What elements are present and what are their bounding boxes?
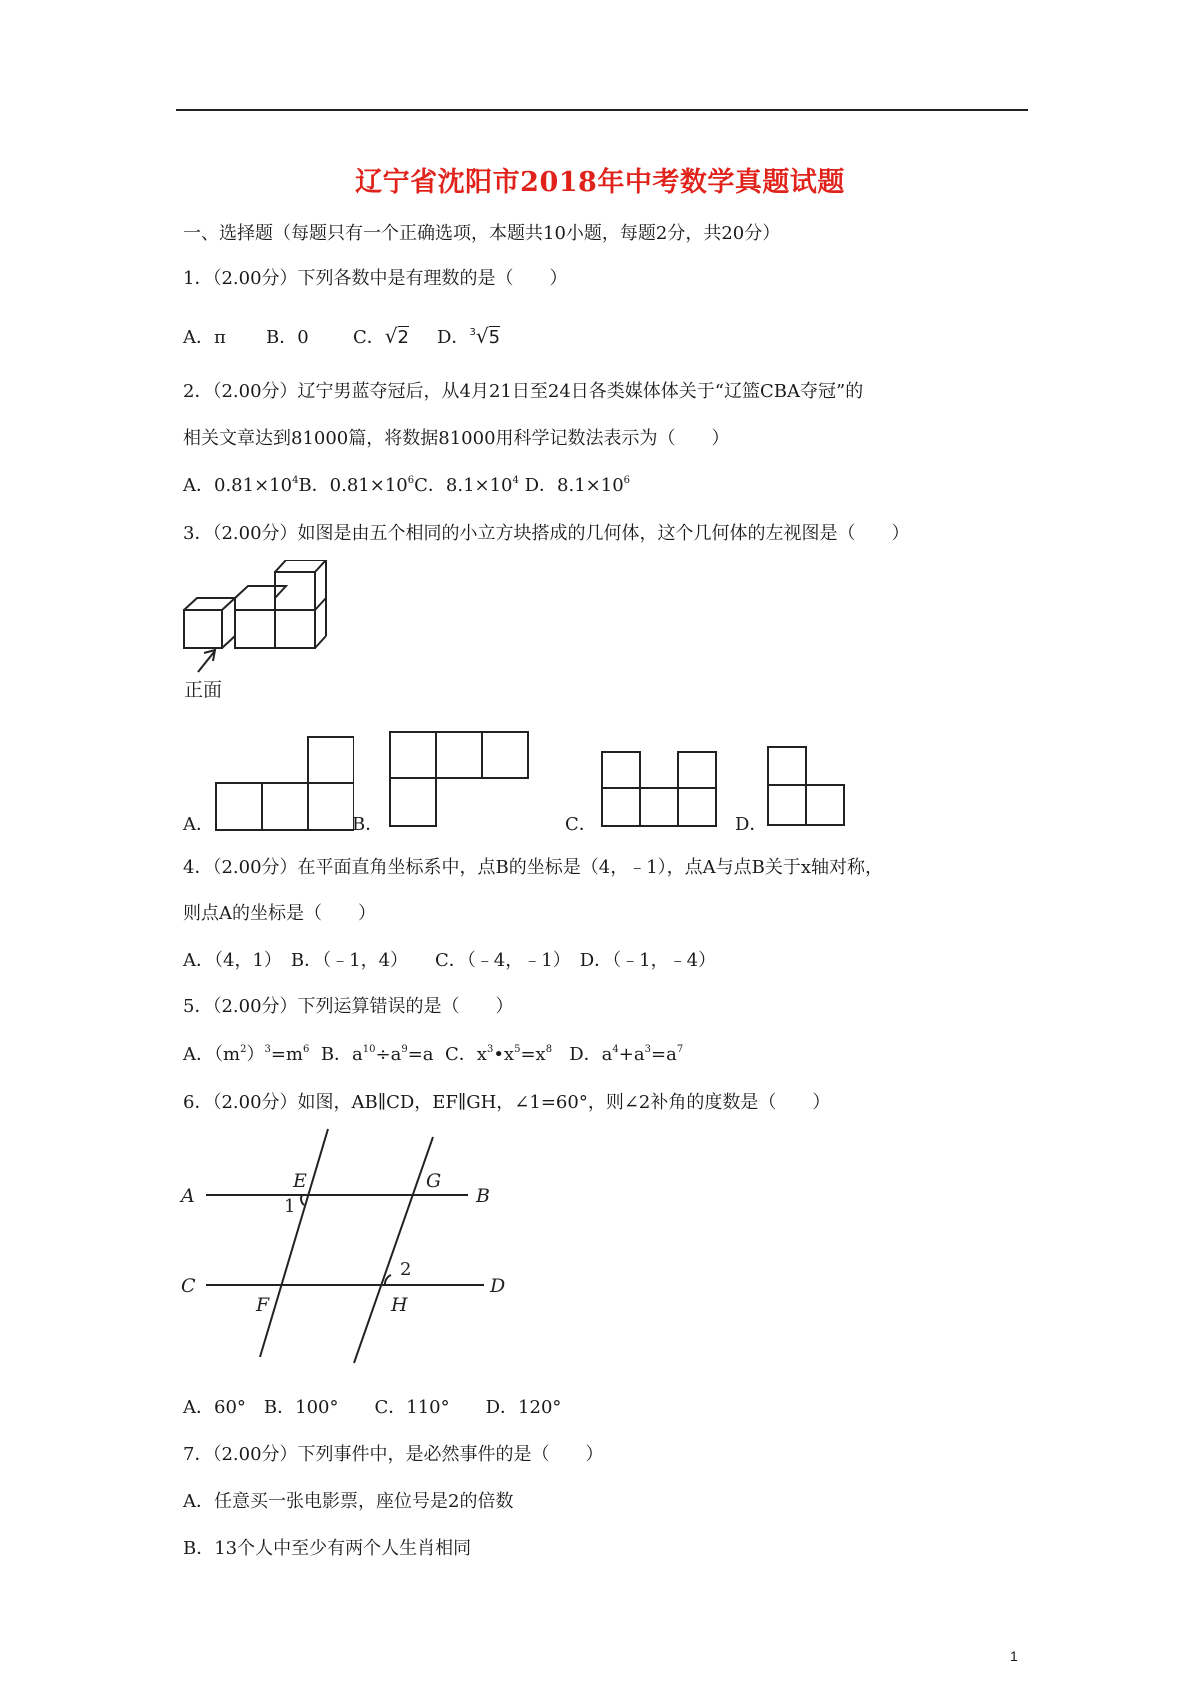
q7-option-a: A．任意买一张电影票，座位号是2的倍数 bbox=[183, 1491, 514, 1512]
q2-stem-line2: 相关文章达到81000篇，将数据81000用科学记数法表示为（ ） bbox=[183, 428, 730, 449]
label-d: D bbox=[490, 1275, 506, 1297]
label-g: G bbox=[426, 1170, 442, 1192]
q6-options: A．60° B．100° C．110° D．120° bbox=[183, 1397, 562, 1418]
q5-options: A．$(m^2)^3=m^6$ B．$a^{10}\div a^9=a$ C．$x^3•x^5=x^8$ D．$a^4+a^3=a^7$ bbox=[183, 1044, 684, 1065]
q3-option-c-label: C． bbox=[565, 814, 597, 835]
q2-stem-line1: 2．（2.00分）辽宁男蓝夺冠后，从4月21日至24日各类媒体体关于“辽篮CBA夺冠”的 bbox=[183, 381, 864, 402]
header-rule bbox=[176, 109, 1028, 111]
sqrt-sign: √ bbox=[384, 324, 398, 348]
q3-option-a-figure bbox=[214, 735, 354, 833]
line-gh bbox=[354, 1137, 433, 1363]
q3-option-d-label: D． bbox=[735, 814, 768, 835]
q3-option-b-label: B． bbox=[352, 814, 384, 835]
q3-option-a-label: A． bbox=[183, 814, 214, 835]
q3-stem: 3．（2.00分）如图是由五个相同的小立方块搭成的几何体，这个几何体的左视图是（ ） bbox=[183, 523, 910, 544]
q3-option-b-figure bbox=[388, 730, 532, 830]
q3-option-d-figure bbox=[766, 745, 848, 828]
label-f: F bbox=[256, 1294, 270, 1316]
label-a: A bbox=[181, 1185, 195, 1207]
q6-parallel-lines-figure bbox=[178, 1125, 518, 1365]
q1-stem: 1．（2.00分）下列各数中是有理数的是（ ） bbox=[183, 268, 568, 289]
q7-stem: 7．（2.00分）下列事件中，是必然事件的是（ ） bbox=[183, 1444, 604, 1465]
label-angle-1: 1 bbox=[284, 1196, 296, 1217]
q4-stem-line1: 4．（2.00分）在平面直角坐标系中，点B的坐标是（4，﹣1），点A与点B关于x轴对称， bbox=[183, 857, 884, 878]
q6-stem: 6．（2.00分）如图，AB∥CD，EF∥GH，∠1=60°，则∠2补角的度数是（ ） bbox=[183, 1092, 831, 1113]
q4-stem-line2: 则点A的坐标是（ ） bbox=[183, 903, 376, 924]
front-label: 正面 bbox=[184, 679, 223, 700]
label-h: H bbox=[391, 1294, 408, 1316]
q1-option-b: B．0 bbox=[266, 327, 309, 348]
q4-options: A．（4，1） B．（﹣1，4） C．（﹣4，﹣1） D．（﹣1，﹣4） bbox=[183, 950, 717, 971]
label-angle-2: 2 bbox=[400, 1259, 412, 1280]
q2-options: A．$0.81\times 10^4B$．$0.81\times 10^6C$．$8.1\times 10^4$ D．$8.1\times 10^6$ bbox=[183, 475, 631, 496]
label-e: E bbox=[293, 1170, 307, 1192]
angle-2-arc bbox=[385, 1275, 391, 1285]
q1-option-a: A．π bbox=[183, 327, 226, 348]
root-sign: √ bbox=[475, 324, 489, 348]
page-title: 辽宁省沈阳市2018年中考数学真题试题 bbox=[355, 167, 845, 198]
q1-option-d: D．$^3$√5 bbox=[437, 324, 501, 348]
line-ef bbox=[260, 1129, 328, 1357]
label-b: B bbox=[476, 1185, 490, 1207]
q7-option-b: B．13个人中至少有两个人生肖相同 bbox=[183, 1538, 472, 1559]
q5-stem: 5．（2.00分）下列运算错误的是（ ） bbox=[183, 996, 514, 1017]
section-heading: 一、选择题（每题只有一个正确选项，本题共10小题，每题2分，共20分） bbox=[183, 223, 781, 244]
q3-solid-figure bbox=[178, 560, 353, 700]
q3-option-c-figure bbox=[600, 750, 718, 828]
q1-option-c: C．√2 bbox=[353, 324, 409, 348]
label-c: C bbox=[181, 1275, 196, 1297]
angle-1-arc bbox=[301, 1195, 304, 1205]
page-number: 1 bbox=[1010, 1648, 1018, 1664]
